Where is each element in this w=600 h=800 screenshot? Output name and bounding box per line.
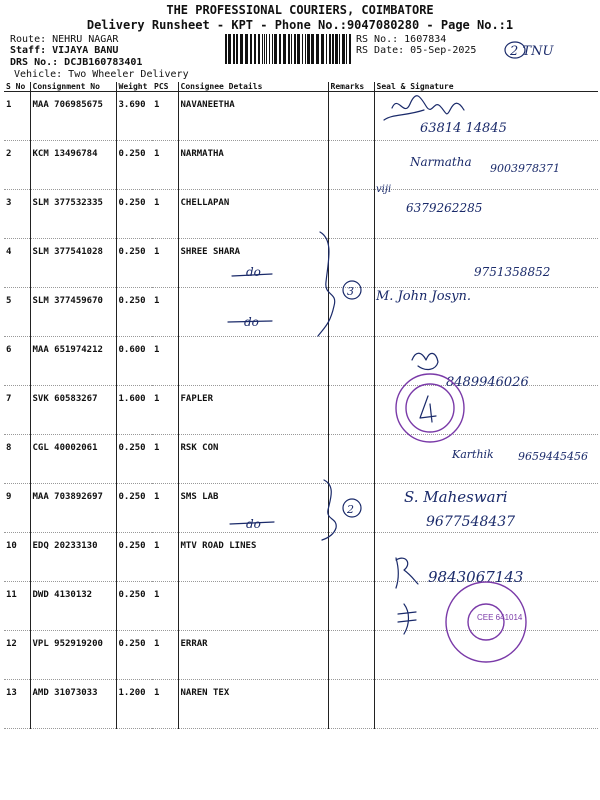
col-weight: Weight — [116, 82, 152, 92]
svg-text:Karthik: Karthik — [452, 448, 494, 461]
svg-text:do: do — [244, 315, 259, 329]
cell-weight: 0.250 — [116, 288, 152, 337]
cell-consignment: SLM 377459670 — [30, 288, 116, 337]
cell-weight: 0.250 — [116, 435, 152, 484]
svg-text:M. John Josyn.: M. John Josyn. — [376, 289, 472, 304]
cell-sno: 10 — [4, 533, 30, 582]
cell-weight: 1.200 — [116, 680, 152, 729]
vehicle-label: Vehicle: Two Wheeler Delivery — [14, 69, 189, 80]
cell-consignment: MAA 706985675 — [30, 92, 116, 141]
signature-row-5 — [474, 265, 550, 279]
bracket-rows-4-6 — [318, 232, 361, 336]
bracket-rows-10-11 — [322, 480, 361, 540]
cell-pcs: 1 — [152, 141, 178, 190]
cell-sno: 7 — [4, 386, 30, 435]
ditto-mark-row-6 — [228, 315, 272, 329]
cell-consignment: EDQ 20233130 — [30, 533, 116, 582]
svg-text:viji: viji — [376, 184, 392, 195]
cell-consignment: SLM 377532335 — [30, 190, 116, 239]
cell-consignment: DWD 4130132 — [30, 582, 116, 631]
svg-text:do: do — [246, 517, 261, 531]
cell-consignee: ERRAR — [178, 631, 328, 680]
col-consignment: Consignment No — [30, 82, 116, 92]
cell-consignee: SHREE SHARA — [178, 239, 328, 288]
svg-text:9751358852: 9751358852 — [474, 265, 551, 279]
cell-sno: 8 — [4, 435, 30, 484]
company-title: THE PROFESSIONAL COURIERS, COIMBATORE — [166, 3, 434, 17]
cell-consignee: NAVANEETHA — [178, 92, 328, 141]
cell-consignment: MAA 703892697 — [30, 484, 116, 533]
signature-row-9 — [451, 448, 588, 463]
cell-sno: 6 — [4, 337, 30, 386]
signature-row-13 — [398, 604, 416, 634]
cell-consignment: CGL 40002061 — [30, 435, 116, 484]
cell-sno: 5 — [4, 288, 30, 337]
route-label: Route: NEHRU NAGAR — [10, 34, 119, 45]
cell-pcs: 1 — [152, 631, 178, 680]
runsheet-title: Delivery Runsheet - KPT - Phone No.:9047080280 - Page No.:1 — [86, 18, 514, 32]
cell-weight: 0.250 — [116, 533, 152, 582]
cell-pcs: 1 — [152, 680, 178, 729]
svg-text:9659445456: 9659445456 — [518, 450, 588, 463]
col-remarks: Remarks — [328, 82, 374, 92]
cell-weight: 0.250 — [116, 484, 152, 533]
cell-sno: 9 — [4, 484, 30, 533]
cell-consignee: FAPLER — [178, 386, 328, 435]
svg-text:3: 3 — [347, 285, 354, 298]
cell-pcs: 1 — [152, 533, 178, 582]
col-sno: S No — [4, 82, 30, 92]
seal-stamp-1 — [396, 374, 464, 442]
cell-consignment: VPL 952919200 — [30, 631, 116, 680]
svg-text:2: 2 — [347, 503, 354, 516]
seal-stamp-2 — [446, 582, 526, 662]
svg-text:6379262285: 6379262285 — [406, 201, 483, 215]
signature-row-12 — [396, 558, 523, 588]
svg-text:9003978371: 9003978371 — [490, 162, 560, 175]
cell-consignment: MAA 651974212 — [30, 337, 116, 386]
col-pcs: PCS — [152, 82, 178, 92]
cell-consignee: NARMATHA — [178, 141, 328, 190]
cell-sno: 4 — [4, 239, 30, 288]
cell-pcs: 1 — [152, 484, 178, 533]
cell-weight: 0.250 — [116, 582, 152, 631]
signature-row-1 — [384, 96, 507, 136]
cell-pcs: 1 — [152, 239, 178, 288]
cell-consignee: NAREN TEX — [178, 680, 328, 729]
svg-text:CEE 641014: CEE 641014 — [477, 613, 523, 622]
signature-row-6 — [375, 289, 471, 304]
svg-text:do: do — [246, 265, 261, 279]
signature-row-2 — [409, 155, 560, 175]
cell-sno: 11 — [4, 582, 30, 631]
signature-row-11 — [426, 514, 515, 530]
col-consignee: Consignee Details — [178, 82, 328, 92]
cell-consignment: SLM 377541028 — [30, 239, 116, 288]
signature-row-10 — [404, 488, 508, 506]
cell-consignment: AMD 31073033 — [30, 680, 116, 729]
svg-text:S. Maheswari: S. Maheswari — [404, 488, 508, 506]
cell-sno: 13 — [4, 680, 30, 729]
ditto-mark-row-5 — [232, 265, 272, 279]
signature-row-3 — [376, 184, 482, 215]
svg-text:2 TNU: 2 TNU — [510, 44, 554, 59]
cell-consignee: SMS LAB — [178, 484, 328, 533]
staff-label: Staff: VIJAYA BANU — [10, 45, 119, 56]
svg-text:9843067143: 9843067143 — [428, 568, 524, 586]
cell-weight: 3.690 — [116, 92, 152, 141]
cell-weight: 0.600 — [116, 337, 152, 386]
cell-sno: 2 — [4, 141, 30, 190]
cell-sno: 3 — [4, 190, 30, 239]
cell-pcs: 1 — [152, 288, 178, 337]
svg-text:8489946026: 8489946026 — [446, 375, 529, 390]
rs-date: RS Date: 05-Sep-2025 — [356, 45, 477, 56]
cell-weight: 0.250 — [116, 190, 152, 239]
rs-number: RS No.: 1607834 — [356, 34, 447, 45]
cell-pcs: 1 — [152, 582, 178, 631]
cell-consignee: MTV ROAD LINES — [178, 533, 328, 582]
cell-consignee: RSK CON — [178, 435, 328, 484]
cell-weight: 0.250 — [116, 239, 152, 288]
cell-pcs: 1 — [152, 190, 178, 239]
cell-pcs: 1 — [152, 435, 178, 484]
cell-consignment: SVK 60583267 — [30, 386, 116, 435]
cell-pcs: 1 — [152, 92, 178, 141]
cell-pcs: 1 — [152, 386, 178, 435]
cell-sno: 12 — [4, 631, 30, 680]
ditto-mark-row-11 — [230, 517, 274, 531]
cell-weight: 1.600 — [116, 386, 152, 435]
cell-consignment: KCM 13496784 — [30, 141, 116, 190]
cell-weight: 0.250 — [116, 141, 152, 190]
cell-weight: 0.250 — [116, 631, 152, 680]
cell-sno: 1 — [4, 92, 30, 141]
cell-pcs: 1 — [152, 337, 178, 386]
svg-text:63814 14845: 63814 14845 — [420, 121, 507, 136]
cell-consignee: CHELLAPAN — [178, 190, 328, 239]
svg-text:Narmatha: Narmatha — [410, 155, 472, 169]
col-seal: Seal & Signature — [374, 82, 598, 92]
drs-label: DRS No.: DCJB160783401 — [10, 57, 143, 68]
svg-text:9677548437: 9677548437 — [426, 514, 516, 530]
